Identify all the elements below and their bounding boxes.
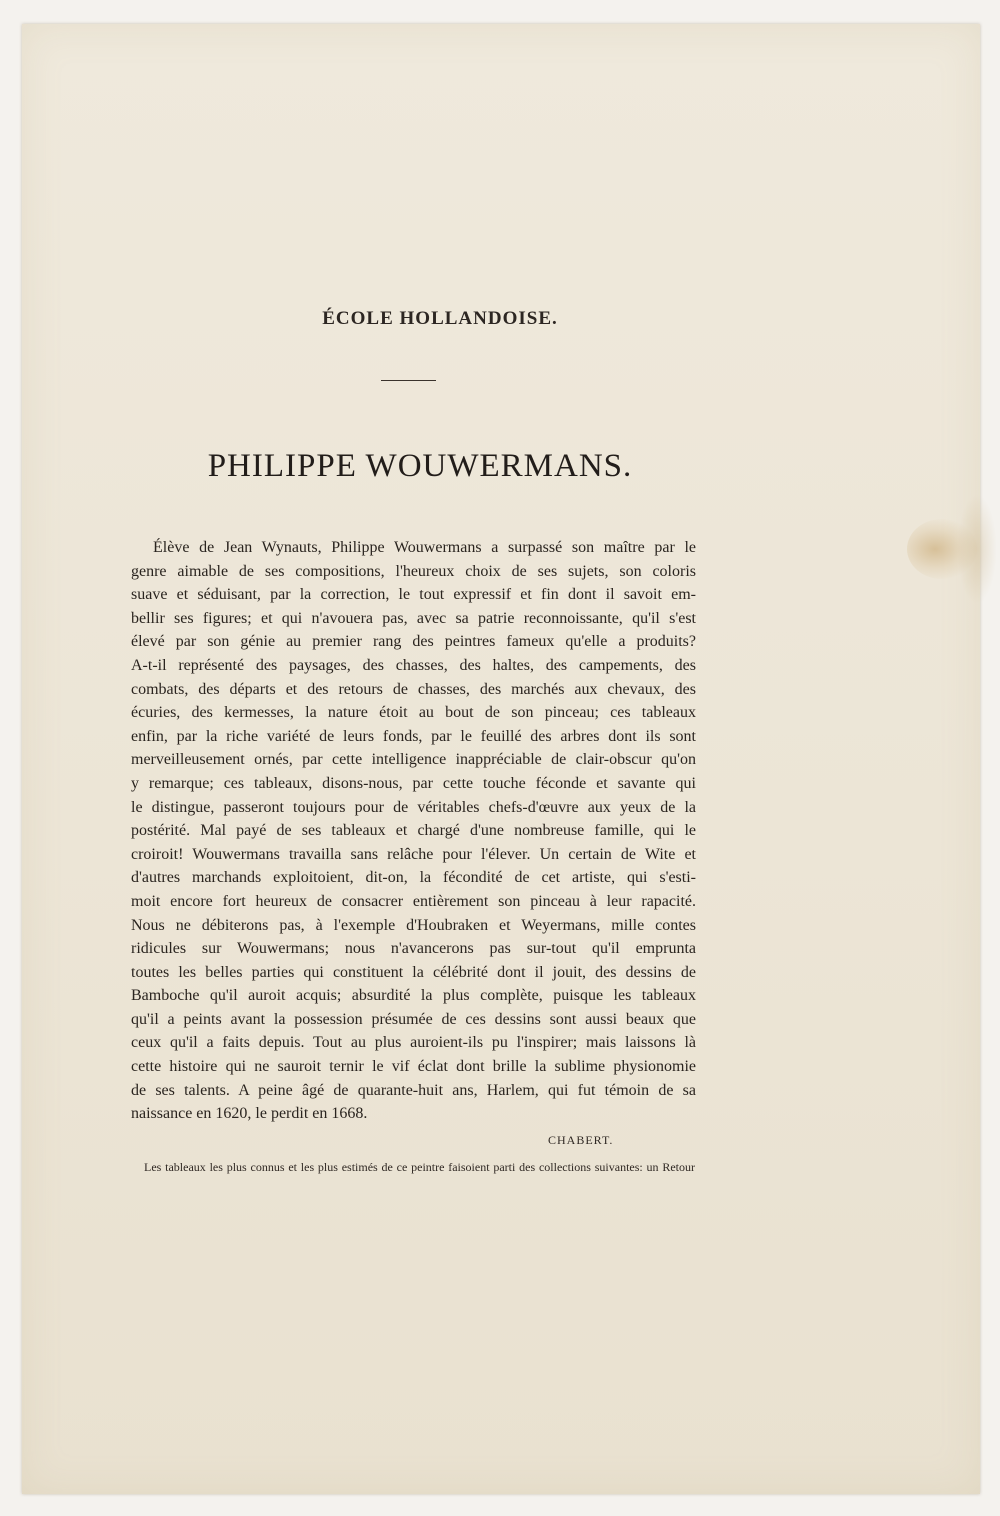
text-line: toutes les belles parties qui constituent la célébrité dont il jouit, des dessins de [131,963,696,981]
school-heading: ÉCOLE HOLLANDOISE. [322,308,558,329]
paper-stain-edge [957,494,997,604]
text-line: de ses talents. A peine âgé de quarante-huit ans, Harlem, qui fut témoin de sa [131,1081,696,1099]
text-line: élevé par son génie au premier rang des peintres fameux qu'elle a produits? [131,633,696,651]
text-line: d'autres marchands exploitoient, dit-on, la fécondité de cet artiste, qui s'esti- [131,869,696,887]
text-line: le distingue, passeront toujours pour de véritables chefs-d'œuvre aux yeux de la [131,798,696,816]
text-line: combats, des départs et des retours de chasses, des marchés aux chevaux, des [131,680,696,698]
text-line: A-t-il représenté des paysages, des chasses, des haltes, des campements, des [131,656,696,674]
heading-divider [381,380,436,381]
text-line: Élève de Jean Wynauts, Philippe Wouwermans a surpassé son maître par le [153,539,696,556]
text-line: suave et séduisant, par la correction, le tout expressif et fin dont il savoit em- [131,586,696,604]
text-line: moit encore fort heureux de consacrer entièrement son pinceau à leur rapacité. [131,892,696,910]
text-line: merveilleusement ornés, par cette intelligence inappréciable de clair-obscur qu'on [131,751,696,769]
text-line: cette histoire qui ne sauroit ternir le vif éclat dont brille la sublime physionomie [131,1058,696,1076]
text-line: croiroit! Wouwermans travailla sans relâche pour l'élever. Un certain de Wite et [131,845,696,863]
artist-heading: PHILIPPE WOUWERMANS. [207,448,633,484]
text-line: Nous ne débiterons pas, à l'exemple d'Houbraken et Weyermans, mille contes [131,916,696,934]
text-line: naissance en 1620, le perdit en 1668. [131,1105,368,1123]
text-line: enfin, par la riche variété de leurs fonds, par le feuillé des arbres dont ils sont [131,727,696,745]
text-line: postérité. Mal payé de ses tableaux et chargé d'une nombreuse famille, qui le [131,822,696,840]
footnote: Les tableaux les plus connus et les plus estimés de ce peintre faisoient parti des collections suivantes: un Retour [144,1160,695,1174]
text-line: bellir ses figures; et qui n'avouera pas, avec sa patrie reconnoissante, qu'il s'est [131,609,696,627]
biography-text [131,536,696,1126]
text-line: genre aimable de ses compositions, l'heureux choix de ses sujets, son coloris [131,562,696,580]
text-line: qu'il a peints avant la possession présumée de ces dessins sont aussi beaux que [131,1010,696,1028]
text-line: ceux qu'il a faits depuis. Tout au plus auroient-ils pu l'inspirer; mais laissons là [131,1034,696,1052]
author-signature: CHABERT. [548,1133,614,1147]
text-line: y remarque; ces tableaux, disons-nous, par cette touche féconde et savante qui [131,774,696,792]
text-line: écuries, des kermesses, la nature étoit au bout de son pinceau; ces tableaux [131,704,696,722]
text-line: ridicules sur Wouwermans; nous n'avancerons pas sur-tout qu'il emprunta [131,940,696,958]
text-line: Bamboche qu'il auroit acquis; absurdité la plus complète, puisque les tableaux [131,987,696,1005]
